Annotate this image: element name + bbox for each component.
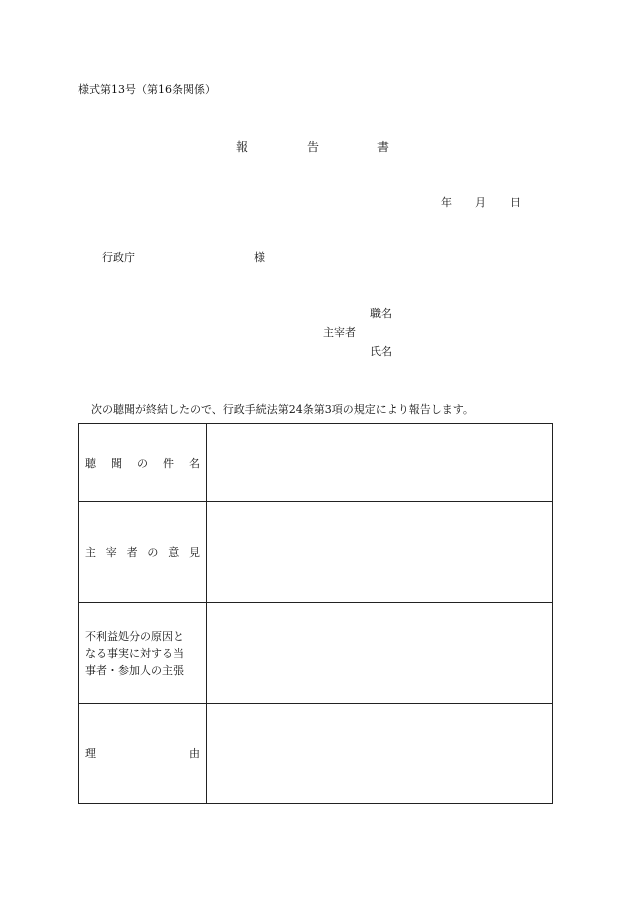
addressee-name: 行政庁 [102,251,135,264]
label-char: 宰 [105,546,117,560]
label-char: 件 [163,456,174,470]
table-row [79,502,553,603]
hearing-case-label [79,424,207,502]
label-char: 由 [189,747,200,761]
label-char: の [137,456,148,470]
presider-post-label: 職名 [370,307,392,320]
form-number: 様式第13号（第16条関係） [78,83,216,96]
label-char: の [147,546,159,560]
label-line: なる事実に対する当 [85,646,184,660]
label-char: 名 [189,456,200,470]
report-statement: 次の聴聞が終結したので、行政手続法第24条第3項の規定により報告します。 [91,403,474,416]
label-char: 意 [168,546,180,560]
party-claims-value[interactable] [207,603,553,703]
document-title-char-2: 告 [307,140,320,154]
label-char: 聴 [85,456,96,470]
table-row [79,424,553,502]
presider-role-label: 主宰者 [323,326,356,339]
report-table [78,423,553,804]
presider-opinion-label [79,502,207,603]
reason-label [79,703,207,803]
date-month-label: 月 [475,196,486,209]
date-day-label: 日 [510,196,521,209]
hearing-case-value[interactable] [207,424,553,502]
document-title-char-3: 書 [377,140,390,154]
label-char: 主 [85,546,96,560]
party-claims-label [79,603,207,703]
presider-name-label: 氏名 [370,345,392,358]
label-line: 事者・参加人の主張 [85,663,184,677]
table-row [79,703,553,803]
label-line: 不利益処分の原因と [85,629,184,643]
label-char: 理 [85,747,96,761]
reason-value[interactable] [207,703,553,803]
label-char: 見 [188,546,200,560]
table-row [79,603,553,703]
date-year-label: 年 [441,196,452,209]
document-title-char-1: 報 [236,140,249,154]
label-char: 聞 [111,456,122,470]
presider-opinion-value[interactable] [207,502,553,603]
addressee-honorific: 様 [254,251,265,264]
label-char: 者 [126,546,138,560]
